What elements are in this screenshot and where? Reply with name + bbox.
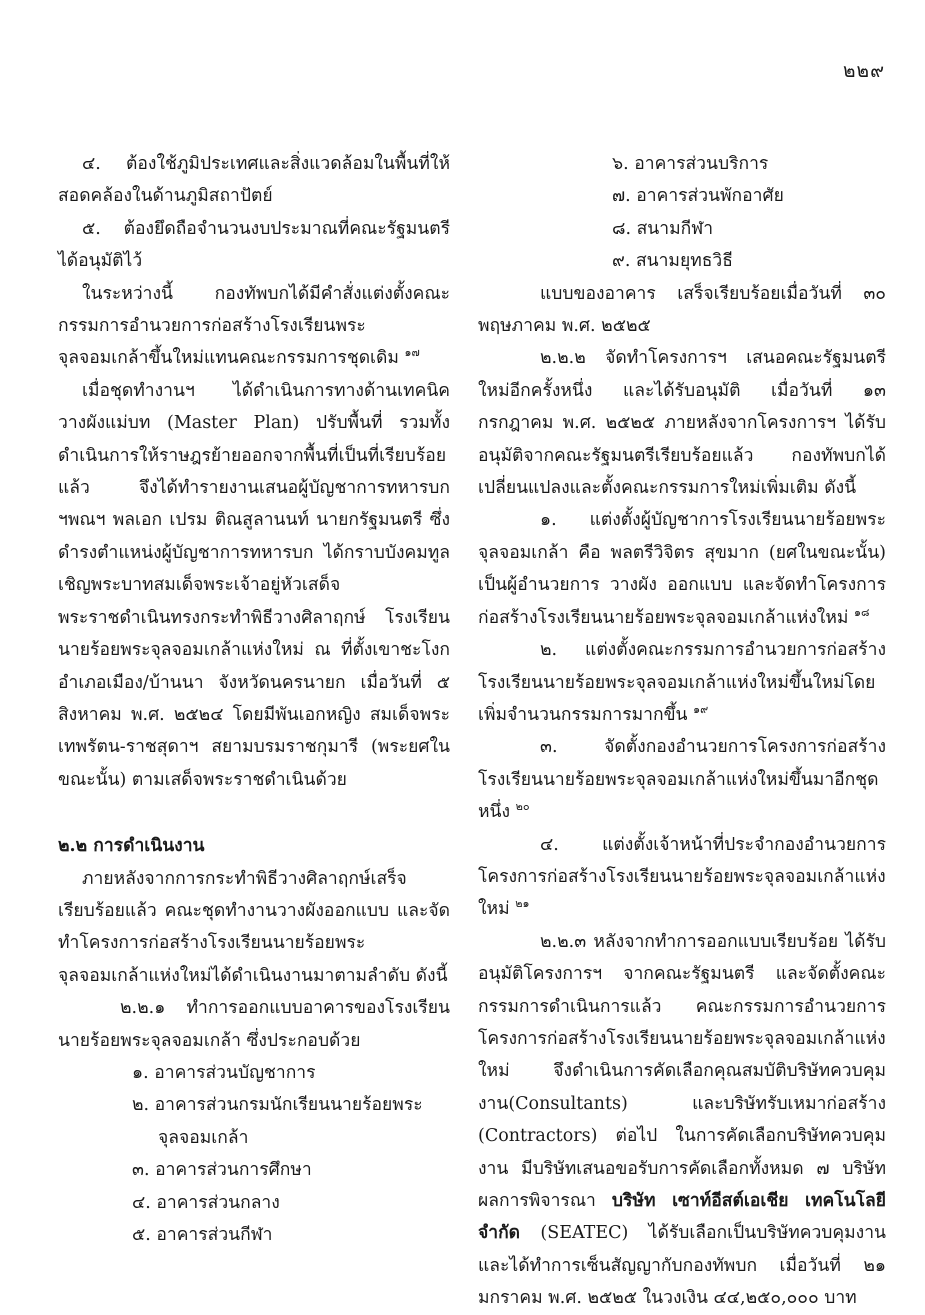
left-paragraph-3 [58, 278, 450, 375]
right-paragraph-3-text: ๑. แต่งตั้งผู้บัญชาการโรงเรียนนายร้อยพระจุลจอมเกล้า คือ พลตรีวิจิตร สุขมาก (ยศในขณะนั้น) เป็นผู้อำนวยการ วางผัง ออกแบบ และจัดทำโครงการก่อสร้างโรงเรียนนายร้อยพระจุลจอมเกล้าแห่งใหม่ [478, 510, 886, 628]
right-paragraph-2: ๒.๒.๒ จัดทำโครงการฯ เสนอคณะรัฐมนตรีใหม่อีกครั้งหนึ่ง และได้รับอนุมัติ เมื่อวันที่ ๑๓ กรกฎาคม พ.ศ. ๒๕๒๕ ภายหลังจากโครงการฯ ได้รับอนุมัติจากคณะรัฐมนตรีเรียบร้อยแล้ว กองทัพบกได้เปลี่ยนแปลงและตั้งคณะกรรมการใหม่เพิ่มเติม ดังนี้ [478, 348, 886, 499]
right-paragraph-4 [478, 634, 886, 731]
left-paragraph-2: ๕. ต้องยึดถือจำนวนงบประมาณที่คณะรัฐมนตรีได้อนุมัติไว้ [58, 218, 450, 272]
building-list-item-1: ๑. อาคารส่วนบัญชาการ [132, 1062, 316, 1083]
right-paragraph-3 [478, 504, 886, 634]
right-column [478, 148, 886, 1315]
building-list-item-5: ๕. อาคารส่วนกีฬา [132, 1225, 273, 1245]
building-list-item-8: ๘. สนามกีฬา [612, 218, 714, 239]
page-number: ๒๒๙ [843, 60, 885, 82]
footnote-19: ๑๙ [693, 703, 709, 717]
left-paragraph-3-text: ในระหว่างนี้ กองทัพบกได้มีคำสั่งแต่งตั้งคณะกรรมการอำนวยการก่อสร้างโรงเรียนพระจุลจอมเกล้าขึ้นใหม่แทนคณะกรรมการชุดเดิม [58, 283, 450, 369]
footnote-21: ๒๑ [515, 897, 530, 911]
footnote-20: ๒๐ [515, 800, 530, 814]
section-heading: ๒.๒ การดำเนินงาน [58, 836, 205, 857]
right-paragraph-6 [478, 829, 886, 926]
building-list-item-6: ๖. อาคารส่วนบริการ [612, 154, 769, 174]
building-list-item-2: ๒. อาคารส่วนกรมนักเรียนนายร้อยพระจุลจอมเกล้า [132, 1095, 423, 1148]
seatec-company-name: บริษัท เซาท์อีสต์เอเชีย เทคโนโลยี จำกัด [478, 1191, 886, 1244]
right-paragraph-1: แบบของอาคาร เสร็จเรียบร้อยเมื่อวันที่ ๓๐ พฤษภาคม พ.ศ. ๒๕๒๕ [478, 283, 886, 337]
footnote-17: ๑๗ [404, 346, 420, 360]
building-list-item-7: ๗. อาคารส่วนพักอาศัย [612, 186, 784, 207]
left-paragraph-6: ๒.๒.๑ ทำการออกแบบอาคารของโรงเรียนนายร้อยพระจุลจอมเกล้า ซึ่งประกอบด้วย [58, 998, 450, 1051]
right-paragraph-7-text-b: (SEATEC) ได้รับเลือกเป็นบริษัทควบคุมงานและได้ทำการเซ็นสัญญากับกองทัพบก เมื่อวันที่ ๒๑ มกราคม พ.ศ. ๒๕๒๕ ในวงเงิน ๔๔,๒๕๐,๐๐๐ บาท [478, 1223, 886, 1309]
right-paragraph-7-text-a: ๒.๒.๓ หลังจากทำการออกแบบเรียบร้อย ได้รับอนุมัติโครงการฯ จากคณะรัฐมนตรี และจัดตั้งคณะกรรมการดำเนินการแล้ว คณะกรรมการอำนวยการโครงการก่อสร้างโรงเรียนนายร้อยพระจุลจอมเกล้าแห่งใหม่ จึงดำเนินการคัดเลือกคุณสมบัติบริษัทควบคุมงาน(Consultants) และบริษัทรับเหมาก่อสร้าง (Contractors) ต่อไป ในการคัดเลือกบริษัทควบคุมงาน มีบริษัทเสนอขอรับการคัดเลือกทั้งหมด ๗ บริษัท ผลการพิจารณา [478, 931, 886, 1211]
building-list-item-4: ๔. อาคารส่วนกลาง [132, 1192, 280, 1213]
right-paragraph-5 [478, 731, 886, 828]
footnote-18: ๑๘ [854, 605, 870, 619]
right-paragraph-4-text: ๒. แต่งตั้งคณะกรรมการอำนวยการก่อสร้างโรงเรียนนายร้อยพระจุลจอมเกล้าแห่งใหม่ขึ้นใหม่โดยเพิ่มจำนวนกรรมการมากขึ้น [478, 640, 886, 725]
left-paragraph-4: เมื่อชุดทำงานฯ ได้ดำเนินการทางด้านเทคนิค วางผังแม่บท (Master Plan) ปรับพื้นที่ รวมทั้งดำเนินการให้ราษฎรย้ายออกจากพื้นที่เป็นที่เรียบร้อยแล้ว จึงได้ทำรายงานเสนอผู้บัญชาการทหารบก ฯพณฯ พลเอก เปรม ติณสูลานนท์ นายกรัฐมนตรี ซึ่งดำรงตำแหน่งผู้บัญชาการทหารบก ได้กราบบังคมทูลเชิญพระบาทสมเด็จพระเจ้าอยู่หัวเสด็จพระราชดำเนินทรงกระทำพิธีวางศิลาฤกษ์ โรงเรียนนายร้อยพระจุลจอมเกล้าแห่งใหม่ ณ ที่ตั้งเขาชะโงก อำเภอเมือง/บ้านนา จังหวัดนครนายก เมื่อวันที่ ๕ สิงหาคม พ.ศ. ๒๕๒๔ โดยมีพันเอกหญิง สมเด็จพระเทพรัตน-ราชสุดาฯ สยามบรมราชกุมารี (พระยศในขณะนั้น) ตามเสด็จพระราชดำเนินด้วย [58, 380, 450, 790]
right-paragraph-7 [478, 926, 886, 1315]
left-paragraph-1: ๔. ต้องใช้ภูมิประเทศและสิ่งแวดล้อมในพื้นที่ให้สอดคล้องในด้านภูมิสถาปัตย์ [58, 154, 450, 207]
building-list-item-9: ๙. สนามยุทธวิธี [612, 251, 733, 272]
left-column [58, 148, 450, 1251]
right-paragraph-6-text: ๔. แต่งตั้งเจ้าหน้าที่ประจำกองอำนวยการโครงการก่อสร้างโรงเรียนนายร้อยพระจุลจอมเกล้าแห่งใหม่ [478, 834, 886, 920]
left-paragraph-5: ภายหลังจากการกระทำพิธีวางศิลาฤกษ์เสร็จเรียบร้อยแล้ว คณะชุดทำงานวางผังออกแบบ และจัดทำโครงการก่อสร้างโรงเรียนนายร้อยพระจุลจอมเกล้าแห่งใหม่ได้ดำเนินงานมาตามลำดับ ดังนี้ [58, 868, 450, 986]
right-paragraph-5-text: ๓. จัดตั้งกองอำนวยการโครงการก่อสร้างโรงเรียนนายร้อยพระจุลจอมเกล้าแห่งใหม่ขึ้นมาอีกชุดหนึ่ง [478, 737, 886, 823]
building-list-item-3: ๓. อาคารส่วนการศึกษา [132, 1160, 312, 1181]
